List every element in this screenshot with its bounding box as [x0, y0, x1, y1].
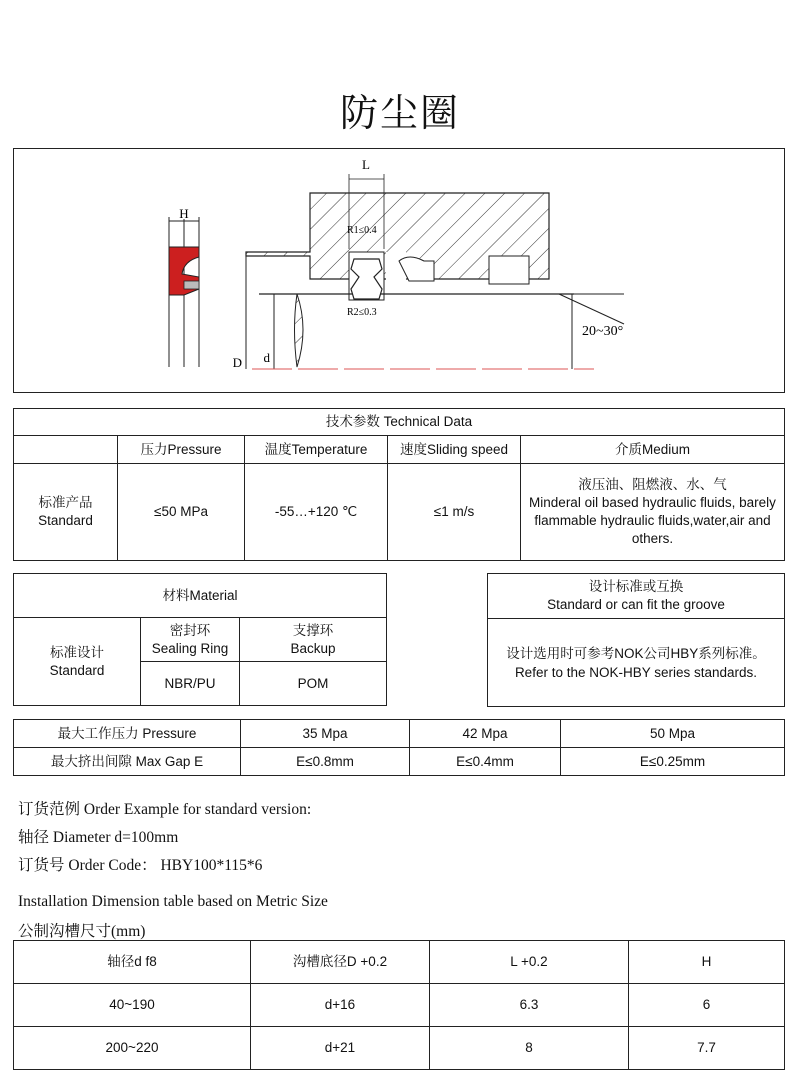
- install-cell: 7.7: [629, 1027, 785, 1070]
- install-cell: 6.3: [430, 984, 629, 1027]
- material-label-cn: 标准设计: [50, 644, 104, 660]
- label-l: L: [362, 157, 370, 172]
- material-seal-value: NBR/PU: [141, 662, 240, 706]
- material-table: [13, 573, 387, 706]
- order-code-line: 订货号 Order Code： HBY100*115*6: [18, 857, 263, 874]
- tech-medium-en-1: Minderal oil based hydraulic fluids, barely: [529, 495, 776, 510]
- tech-header-speed: 速度Sliding speed: [388, 436, 521, 464]
- material-label: [14, 618, 141, 706]
- gap-row1-label: 最大工作压力 Pressure: [14, 720, 241, 748]
- install-title-cn: 公制沟槽尺寸(mm): [18, 923, 146, 940]
- install-cell: d+16: [251, 984, 430, 1027]
- seal-cross-section-svg: [14, 149, 784, 392]
- technical-drawing: [13, 148, 785, 393]
- gap-pressure-1: 35 Mpa: [241, 720, 410, 748]
- gap-value-1: E≤0.8mm: [241, 748, 410, 776]
- material-label-en: Standard: [49, 662, 105, 678]
- gap-value-2: E≤0.4mm: [410, 748, 561, 776]
- design-standard-body: [488, 619, 784, 707]
- table-row: [14, 1027, 785, 1070]
- install-cell: 200~220: [14, 1027, 251, 1070]
- install-header-l: L +0.2: [430, 941, 629, 984]
- gap-value-3: E≤0.25mm: [561, 748, 785, 776]
- install-cell: 6: [629, 984, 785, 1027]
- tech-medium-en-2: flammable hydraulic fluids,water,air and: [534, 513, 771, 528]
- tech-header-temperature: 温度Temperature: [245, 436, 388, 464]
- design-standard-header: [488, 574, 784, 619]
- tech-medium: [521, 464, 785, 561]
- install-title-en: Installation Dimension table based on Metric Size: [18, 893, 328, 910]
- label-r2: R2≤0.3: [347, 307, 377, 318]
- install-cell: 40~190: [14, 984, 251, 1027]
- label-r1: R1≤0.4: [347, 225, 377, 236]
- material-backup-cn: 支撑环: [292, 622, 334, 638]
- page-title: 防尘圈: [339, 91, 460, 135]
- material-seal-header: [141, 618, 240, 662]
- material-seal-en: Sealing Ring: [151, 640, 229, 656]
- tech-header-pressure: 压力Pressure: [118, 436, 245, 464]
- design-body-en: Refer to the NOK-HBY series standards.: [514, 665, 758, 680]
- install-cell: 8: [430, 1027, 629, 1070]
- tech-header-medium: 介质Medium: [521, 436, 785, 464]
- gap-pressure-3: 50 Mpa: [561, 720, 785, 748]
- install-cell: d+21: [251, 1027, 430, 1070]
- table-row: [14, 984, 785, 1027]
- pressure-gap-table: [13, 719, 785, 776]
- tech-row-label: [14, 464, 118, 561]
- tech-header-blank: [14, 436, 118, 464]
- material-title: 材料Material: [14, 574, 387, 618]
- material-backup-value: POM: [240, 662, 387, 706]
- gap-pressure-2: 42 Mpa: [410, 720, 561, 748]
- order-example-line: 订货范例 Order Example for standard version:: [18, 801, 312, 818]
- label-small-d: d: [263, 350, 270, 365]
- material-backup-header: [240, 618, 387, 662]
- order-diameter-line: 轴径 Diameter d=100mm: [18, 829, 179, 846]
- label-h: H: [179, 206, 189, 221]
- seal-profile-small: [169, 206, 199, 367]
- tech-medium-cn: 液压油、阻燃液、水、气: [578, 477, 727, 492]
- design-standard-box: [487, 573, 785, 707]
- tech-speed: ≤1 m/s: [388, 464, 521, 561]
- tech-pressure: ≤50 MPa: [118, 464, 245, 561]
- install-header-h: H: [629, 941, 785, 984]
- design-body-cn: 设计选用时可参考NOK公司HBY系列标准。: [506, 646, 766, 661]
- tech-row-label-cn: 标准产品: [38, 495, 93, 510]
- label-angle: 20~30°: [582, 324, 624, 339]
- installation-table: [13, 940, 785, 1070]
- material-backup-en: Backup: [290, 640, 336, 656]
- tech-temperature: -55…+120 ℃: [245, 464, 388, 561]
- install-header-shaft: 轴径d f8: [14, 941, 251, 984]
- design-title-en: Standard or can fit the groove: [547, 597, 725, 612]
- tech-medium-en-3: others.: [631, 531, 674, 546]
- technical-title: 技术参数 Technical Data: [14, 409, 785, 436]
- design-title-cn: 设计标准或互换: [588, 579, 684, 594]
- technical-data-table: [13, 408, 785, 561]
- install-header-groove: 沟槽底径D +0.2: [251, 941, 430, 984]
- label-big-d: D: [232, 355, 242, 370]
- material-seal-cn: 密封环: [169, 622, 211, 638]
- gap-row2-label: 最大挤出间隙 Max Gap E: [14, 748, 241, 776]
- tech-row-label-en: Standard: [38, 513, 93, 528]
